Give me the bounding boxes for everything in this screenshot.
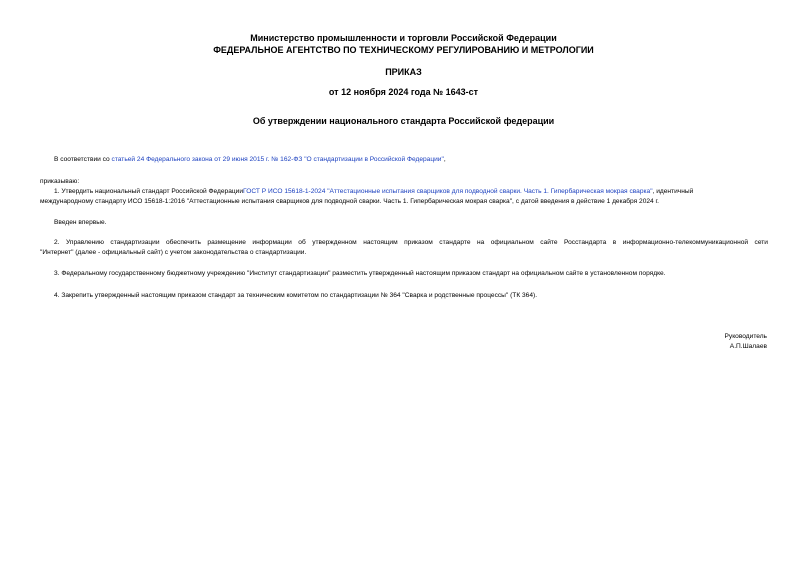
item1-suffix: , идентичный: [652, 188, 694, 195]
signature-position: Руководитель: [724, 333, 767, 340]
orders-word: приказываю:: [40, 178, 80, 185]
item2-line1: 2. Управлению стандартизации обеспечить размещение информации об утвержденном настоящим приказом стандарте на официальном сайте Росстандарта в информационно-телекоммуникационной сети: [54, 239, 768, 246]
document-date-number: от 12 ноября 2024 года № 1643-ст: [328, 87, 479, 97]
preamble-paragraph: [54, 155, 446, 165]
document-type: ПРИКАЗ: [385, 67, 422, 77]
item1-prefix: 1. Утвердить национальный стандарт Российской Федерации: [54, 188, 244, 195]
agency-name: ФЕДЕРАЛЬНОЕ АГЕНТСТВО ПО ТЕХНИЧЕСКОМУ РЕГУЛИРОВАНИЮ И МЕТРОЛОГИИ: [213, 45, 594, 55]
item1-note: Введен впервые.: [54, 219, 107, 226]
gost-standard-link[interactable]: ГОСТ Р ИСО 15618-1-2024 "Аттестационные испытания сварщиков для подводной сварки. Часть 1. Гипербарическая мокрая сварка": [243, 188, 653, 195]
item3-paragraph: 3. Федеральному государственному бюджетному учреждению "Институт стандартизации" разместить утвержденный настоящим приказом стандарт на официальном сайте в установленном порядке.: [54, 270, 666, 277]
document-title: Об утверждении национального стандарта Российской федерации: [252, 116, 555, 126]
signature-name: А.П.Шалаев: [729, 343, 767, 350]
ministry-name: Министерство промышленности и торговли Российской Федерации: [250, 33, 557, 43]
preamble-suffix: ,: [443, 156, 446, 163]
item4-paragraph: 4. Закрепить утвержденный настоящим приказом стандарт за техническим комитетом по стандартизации № 364 "Сварка и родственные процессы" (ТК 364).: [54, 292, 538, 299]
preamble-prefix: В соответствии со: [54, 156, 112, 163]
federal-law-link[interactable]: статьей 24 Федерального закона от 29 июня 2015 г. № 162-ФЗ "О стандартизации в Российской Федерации": [111, 156, 444, 163]
item1-line2: международному стандарту ИСО 15618-1:2016 "Аттестационные испытания сварщиков для подводной сварки. Часть 1. Гипербарическая мокрая сварка", с датой введения в действие 1 декабря 2024 г.: [40, 198, 659, 205]
item2-line2: "Интернет" (далее - официальный сайт) с учетом законодательства о стандартизации.: [40, 249, 307, 256]
item1-line1: [54, 187, 693, 197]
